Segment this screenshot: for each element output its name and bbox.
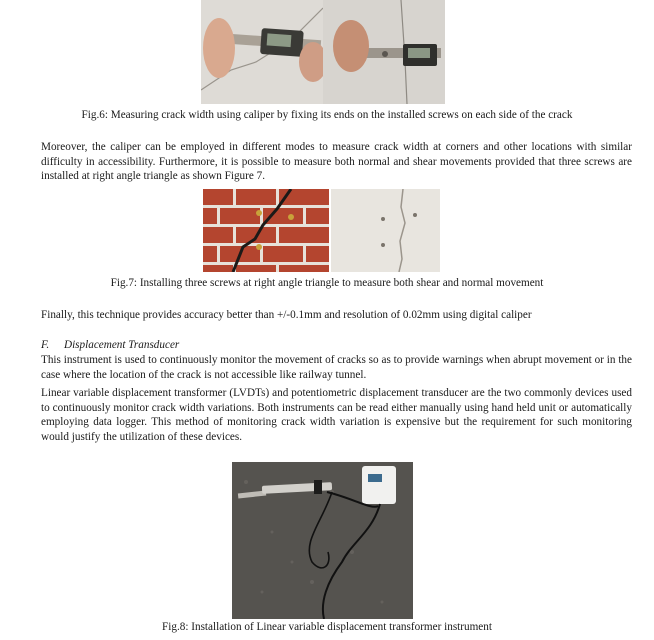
paragraph-2: Finally, this technique provides accuracy better than +/-0.1mm and resolution of 0.02mm using digital caliper — [41, 309, 532, 321]
fig7-caption: Fig.7: Installing three screws at right angle triangle to measure both shear and normal movement — [110, 277, 544, 289]
section-heading — [41, 339, 179, 351]
fig6-left-photo — [201, 0, 323, 104]
fig8-photo — [232, 462, 413, 619]
fig6-caption: Fig.6: Measuring crack width using caliper by fixing its ends on the installed screws on each side of the crack — [81, 109, 573, 121]
fig7-right-photo — [331, 189, 440, 272]
fig8-caption: Fig.8: Installation of Linear variable displacement transformer instrument — [162, 621, 492, 633]
fig7-left-photo — [203, 189, 329, 272]
section-label: F. — [41, 339, 50, 351]
paragraph-3: This instrument is used to continuously monitor the movement of cracks so as to provide warnings when abrupt movement or in the case where the location of the crack is not accessible like railway tunnel. — [41, 354, 632, 381]
fig6-right-photo — [323, 0, 445, 104]
paragraph-4: Linear variable displacement transformer (LVDTs) and potentiometric displacement transducer are the two commonly devices used to continuously monitor crack width variations. Both instruments can be read either manually using hand held unit or automatically employing data logger. This method of monitoring crack width variation is expensive but the requirement for such monitoring would justify the utilization of these devices. — [41, 387, 632, 443]
section-title: Displacement Transducer — [63, 339, 180, 351]
paragraph-1: Moreover, the caliper can be employed in different modes to measure crack width at corners and other locations with similar difficulty in accessibility. Furthermore, it is possible to measure both normal and shear movements provided that three screws are installed at right angle triangle as shown Figure 7. — [41, 141, 632, 182]
